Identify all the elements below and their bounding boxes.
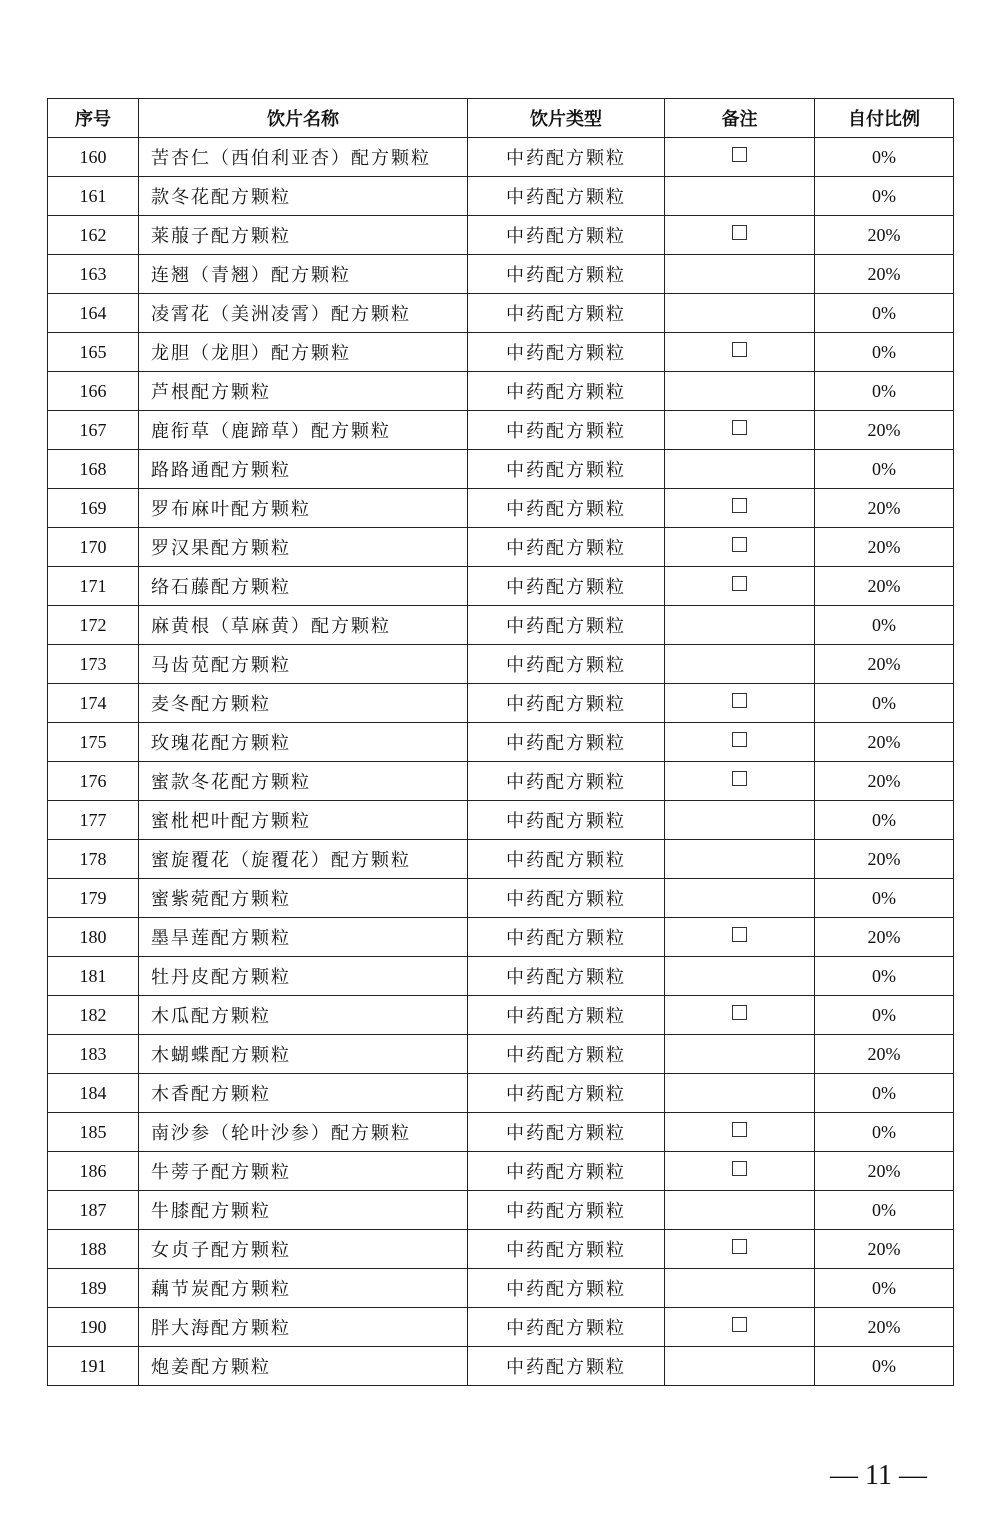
cell-note xyxy=(665,684,815,723)
cell-note xyxy=(665,723,815,762)
cell-seq: 180 xyxy=(48,918,139,957)
header-seq: 序号 xyxy=(48,99,139,138)
cell-name: 木香配方颗粒 xyxy=(139,1074,468,1113)
cell-type: 中药配方颗粒 xyxy=(468,1074,665,1113)
cell-seq: 166 xyxy=(48,372,139,411)
cell-seq: 179 xyxy=(48,879,139,918)
table-row xyxy=(48,918,954,957)
table-row xyxy=(48,762,954,801)
cell-ratio: 0% xyxy=(815,333,954,372)
table-row xyxy=(48,216,954,255)
cell-note xyxy=(665,1308,815,1347)
cell-ratio: 20% xyxy=(815,489,954,528)
cell-name: 络石藤配方颗粒 xyxy=(139,567,468,606)
table-row xyxy=(48,840,954,879)
cell-type: 中药配方颗粒 xyxy=(468,762,665,801)
table-row xyxy=(48,450,954,489)
cell-seq: 165 xyxy=(48,333,139,372)
table-row xyxy=(48,255,954,294)
cell-seq: 167 xyxy=(48,411,139,450)
cell-type: 中药配方颗粒 xyxy=(468,840,665,879)
cell-note xyxy=(665,762,815,801)
cell-note xyxy=(665,957,815,996)
cell-name: 蜜枇杷叶配方颗粒 xyxy=(139,801,468,840)
cell-name: 苦杏仁（西伯利亚杏）配方颗粒 xyxy=(139,138,468,177)
cell-name: 木瓜配方颗粒 xyxy=(139,996,468,1035)
cell-note xyxy=(665,645,815,684)
cell-note xyxy=(665,1347,815,1386)
cell-type: 中药配方颗粒 xyxy=(468,372,665,411)
cell-name: 连翘（青翘）配方颗粒 xyxy=(139,255,468,294)
cell-type: 中药配方颗粒 xyxy=(468,1035,665,1074)
cell-ratio: 0% xyxy=(815,1191,954,1230)
table-row xyxy=(48,723,954,762)
checkbox-square-icon xyxy=(732,576,747,591)
table-row xyxy=(48,606,954,645)
cell-seq: 177 xyxy=(48,801,139,840)
cell-seq: 173 xyxy=(48,645,139,684)
table-row xyxy=(48,372,954,411)
cell-name: 胖大海配方颗粒 xyxy=(139,1308,468,1347)
cell-note xyxy=(665,216,815,255)
cell-ratio: 0% xyxy=(815,996,954,1035)
table-row xyxy=(48,1230,954,1269)
cell-type: 中药配方颗粒 xyxy=(468,1191,665,1230)
cell-name: 玫瑰花配方颗粒 xyxy=(139,723,468,762)
table-container xyxy=(47,98,953,1386)
cell-name: 麻黄根（草麻黄）配方颗粒 xyxy=(139,606,468,645)
cell-note xyxy=(665,138,815,177)
cell-note xyxy=(665,255,815,294)
cell-note xyxy=(665,333,815,372)
cell-name: 麦冬配方颗粒 xyxy=(139,684,468,723)
cell-type: 中药配方颗粒 xyxy=(468,255,665,294)
cell-type: 中药配方颗粒 xyxy=(468,723,665,762)
cell-note xyxy=(665,372,815,411)
cell-ratio: 0% xyxy=(815,177,954,216)
cell-seq: 176 xyxy=(48,762,139,801)
cell-name: 女贞子配方颗粒 xyxy=(139,1230,468,1269)
table-row xyxy=(48,879,954,918)
table-row xyxy=(48,1113,954,1152)
table-row xyxy=(48,138,954,177)
cell-seq: 182 xyxy=(48,996,139,1035)
checkbox-square-icon xyxy=(732,1005,747,1020)
cell-ratio: 20% xyxy=(815,1308,954,1347)
cell-note xyxy=(665,1113,815,1152)
table-row xyxy=(48,1269,954,1308)
cell-note xyxy=(665,294,815,333)
checkbox-square-icon xyxy=(732,342,747,357)
page-number: — 11 — xyxy=(830,1460,927,1491)
cell-seq: 169 xyxy=(48,489,139,528)
cell-ratio: 20% xyxy=(815,645,954,684)
cell-ratio: 0% xyxy=(815,372,954,411)
cell-name: 蜜紫菀配方颗粒 xyxy=(139,879,468,918)
cell-note xyxy=(665,801,815,840)
cell-seq: 172 xyxy=(48,606,139,645)
cell-note xyxy=(665,489,815,528)
cell-name: 木蝴蝶配方颗粒 xyxy=(139,1035,468,1074)
cell-ratio: 20% xyxy=(815,567,954,606)
table-row xyxy=(48,996,954,1035)
table-row xyxy=(48,1074,954,1113)
cell-ratio: 20% xyxy=(815,840,954,879)
cell-ratio: 0% xyxy=(815,1074,954,1113)
cell-seq: 175 xyxy=(48,723,139,762)
cell-type: 中药配方颗粒 xyxy=(468,450,665,489)
cell-type: 中药配方颗粒 xyxy=(468,801,665,840)
cell-name: 蜜旋覆花（旋覆花）配方颗粒 xyxy=(139,840,468,879)
table-body xyxy=(48,138,954,1386)
cell-ratio: 0% xyxy=(815,450,954,489)
cell-seq: 178 xyxy=(48,840,139,879)
cell-note xyxy=(665,450,815,489)
cell-type: 中药配方颗粒 xyxy=(468,1152,665,1191)
cell-type: 中药配方颗粒 xyxy=(468,1113,665,1152)
table-row xyxy=(48,1035,954,1074)
cell-ratio: 20% xyxy=(815,255,954,294)
table-row xyxy=(48,411,954,450)
cell-note xyxy=(665,1035,815,1074)
cell-seq: 183 xyxy=(48,1035,139,1074)
table-row xyxy=(48,489,954,528)
cell-ratio: 0% xyxy=(815,138,954,177)
cell-ratio: 20% xyxy=(815,762,954,801)
cell-ratio: 20% xyxy=(815,918,954,957)
cell-type: 中药配方颗粒 xyxy=(468,957,665,996)
cell-name: 罗汉果配方颗粒 xyxy=(139,528,468,567)
table-row xyxy=(48,177,954,216)
cell-name: 鹿衔草（鹿蹄草）配方颗粒 xyxy=(139,411,468,450)
cell-seq: 185 xyxy=(48,1113,139,1152)
cell-ratio: 0% xyxy=(815,1269,954,1308)
cell-ratio: 0% xyxy=(815,294,954,333)
cell-type: 中药配方颗粒 xyxy=(468,138,665,177)
cell-ratio: 0% xyxy=(815,606,954,645)
checkbox-square-icon xyxy=(732,732,747,747)
table-row xyxy=(48,1347,954,1386)
cell-note xyxy=(665,1074,815,1113)
cell-type: 中药配方颗粒 xyxy=(468,489,665,528)
cell-name: 牛膝配方颗粒 xyxy=(139,1191,468,1230)
cell-note xyxy=(665,1152,815,1191)
cell-type: 中药配方颗粒 xyxy=(468,606,665,645)
cell-name: 莱菔子配方颗粒 xyxy=(139,216,468,255)
checkbox-square-icon xyxy=(732,1317,747,1332)
cell-note xyxy=(665,177,815,216)
cell-ratio: 20% xyxy=(815,411,954,450)
cell-name: 墨旱莲配方颗粒 xyxy=(139,918,468,957)
cell-seq: 168 xyxy=(48,450,139,489)
table-row xyxy=(48,1308,954,1347)
cell-seq: 189 xyxy=(48,1269,139,1308)
cell-name: 罗布麻叶配方颗粒 xyxy=(139,489,468,528)
cell-note xyxy=(665,1269,815,1308)
cell-name: 芦根配方颗粒 xyxy=(139,372,468,411)
cell-seq: 170 xyxy=(48,528,139,567)
cell-note xyxy=(665,567,815,606)
checkbox-square-icon xyxy=(732,225,747,240)
cell-type: 中药配方颗粒 xyxy=(468,996,665,1035)
checkbox-square-icon xyxy=(732,771,747,786)
cell-type: 中药配方颗粒 xyxy=(468,879,665,918)
cell-type: 中药配方颗粒 xyxy=(468,1347,665,1386)
cell-name: 路路通配方颗粒 xyxy=(139,450,468,489)
cell-seq: 174 xyxy=(48,684,139,723)
checkbox-square-icon xyxy=(732,1239,747,1254)
cell-seq: 184 xyxy=(48,1074,139,1113)
cell-name: 藕节炭配方颗粒 xyxy=(139,1269,468,1308)
cell-seq: 186 xyxy=(48,1152,139,1191)
table-row xyxy=(48,333,954,372)
cell-seq: 162 xyxy=(48,216,139,255)
cell-type: 中药配方颗粒 xyxy=(468,918,665,957)
cell-seq: 161 xyxy=(48,177,139,216)
table-row xyxy=(48,294,954,333)
cell-ratio: 20% xyxy=(815,1152,954,1191)
cell-name: 牡丹皮配方颗粒 xyxy=(139,957,468,996)
table-row xyxy=(48,1152,954,1191)
cell-seq: 188 xyxy=(48,1230,139,1269)
checkbox-square-icon xyxy=(732,1161,747,1176)
cell-seq: 163 xyxy=(48,255,139,294)
cell-ratio: 20% xyxy=(815,1230,954,1269)
cell-note xyxy=(665,1191,815,1230)
cell-name: 款冬花配方颗粒 xyxy=(139,177,468,216)
cell-type: 中药配方颗粒 xyxy=(468,1308,665,1347)
cell-name: 凌霄花（美洲凌霄）配方颗粒 xyxy=(139,294,468,333)
cell-ratio: 20% xyxy=(815,528,954,567)
cell-seq: 181 xyxy=(48,957,139,996)
cell-name: 龙胆（龙胆）配方颗粒 xyxy=(139,333,468,372)
cell-ratio: 0% xyxy=(815,1113,954,1152)
cell-ratio: 0% xyxy=(815,684,954,723)
checkbox-square-icon xyxy=(732,693,747,708)
checkbox-square-icon xyxy=(732,1122,747,1137)
cell-type: 中药配方颗粒 xyxy=(468,528,665,567)
cell-type: 中药配方颗粒 xyxy=(468,294,665,333)
cell-note xyxy=(665,918,815,957)
table-row xyxy=(48,801,954,840)
cell-ratio: 0% xyxy=(815,801,954,840)
formula-granules-table xyxy=(47,98,954,1386)
table-row xyxy=(48,645,954,684)
cell-note xyxy=(665,1230,815,1269)
cell-ratio: 20% xyxy=(815,723,954,762)
cell-name: 牛蒡子配方颗粒 xyxy=(139,1152,468,1191)
cell-seq: 190 xyxy=(48,1308,139,1347)
checkbox-square-icon xyxy=(732,147,747,162)
cell-name: 蜜款冬花配方颗粒 xyxy=(139,762,468,801)
cell-type: 中药配方颗粒 xyxy=(468,411,665,450)
header-ratio: 自付比例 xyxy=(815,99,954,138)
cell-type: 中药配方颗粒 xyxy=(468,216,665,255)
table-header-row xyxy=(48,99,954,138)
cell-type: 中药配方颗粒 xyxy=(468,684,665,723)
cell-type: 中药配方颗粒 xyxy=(468,645,665,684)
header-type: 饮片类型 xyxy=(468,99,665,138)
cell-name: 南沙参（轮叶沙参）配方颗粒 xyxy=(139,1113,468,1152)
cell-seq: 160 xyxy=(48,138,139,177)
cell-note xyxy=(665,411,815,450)
cell-name: 马齿苋配方颗粒 xyxy=(139,645,468,684)
table-row xyxy=(48,1191,954,1230)
cell-seq: 191 xyxy=(48,1347,139,1386)
cell-type: 中药配方颗粒 xyxy=(468,1230,665,1269)
cell-type: 中药配方颗粒 xyxy=(468,567,665,606)
cell-note xyxy=(665,606,815,645)
checkbox-square-icon xyxy=(732,927,747,942)
cell-seq: 164 xyxy=(48,294,139,333)
header-name: 饮片名称 xyxy=(139,99,468,138)
cell-note xyxy=(665,528,815,567)
checkbox-square-icon xyxy=(732,498,747,513)
cell-seq: 187 xyxy=(48,1191,139,1230)
cell-note xyxy=(665,840,815,879)
cell-ratio: 20% xyxy=(815,1035,954,1074)
cell-ratio: 20% xyxy=(815,216,954,255)
table-row xyxy=(48,528,954,567)
checkbox-square-icon xyxy=(732,537,747,552)
cell-type: 中药配方颗粒 xyxy=(468,1269,665,1308)
table-row xyxy=(48,567,954,606)
cell-note xyxy=(665,879,815,918)
cell-note xyxy=(665,996,815,1035)
cell-ratio: 0% xyxy=(815,879,954,918)
cell-ratio: 0% xyxy=(815,957,954,996)
cell-type: 中药配方颗粒 xyxy=(468,177,665,216)
table-row xyxy=(48,957,954,996)
table-row xyxy=(48,684,954,723)
checkbox-square-icon xyxy=(732,420,747,435)
cell-name: 炮姜配方颗粒 xyxy=(139,1347,468,1386)
cell-seq: 171 xyxy=(48,567,139,606)
cell-ratio: 0% xyxy=(815,1347,954,1386)
cell-type: 中药配方颗粒 xyxy=(468,333,665,372)
header-note: 备注 xyxy=(665,99,815,138)
